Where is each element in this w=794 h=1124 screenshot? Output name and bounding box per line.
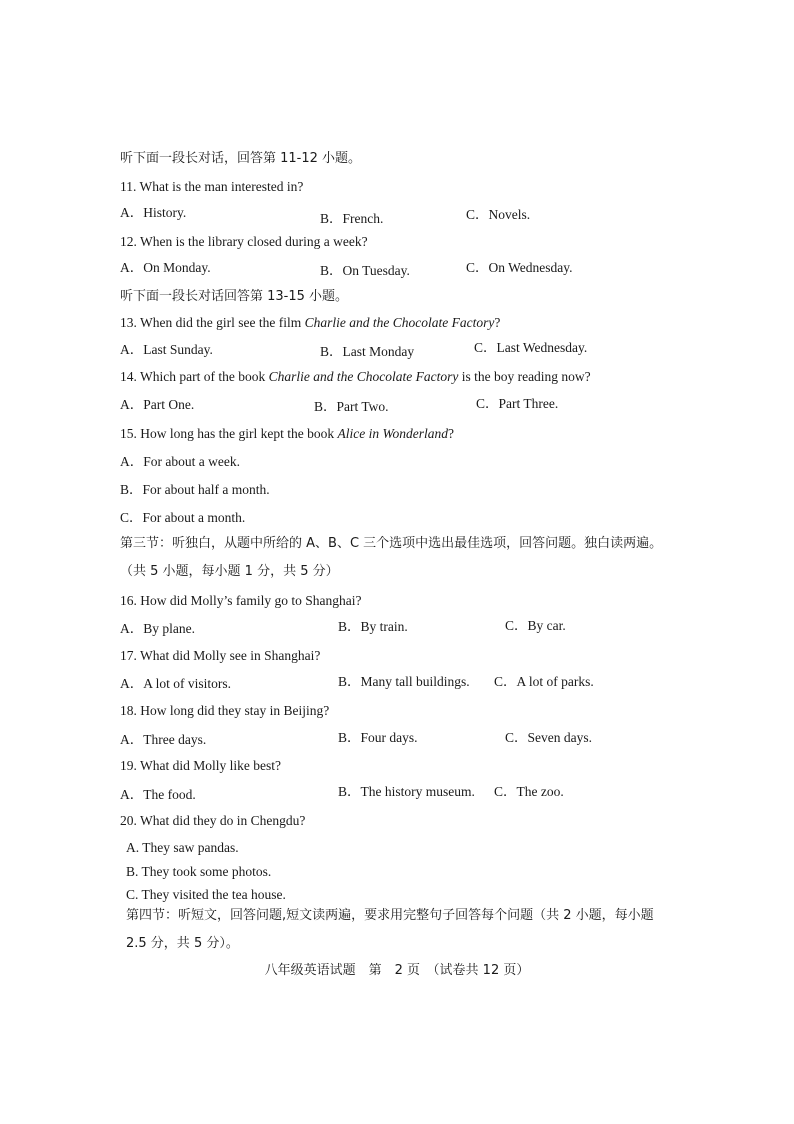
question-number: 20. [120, 813, 137, 828]
film-title: Charlie and the Chocolate Factory [304, 315, 495, 330]
question-20 [120, 812, 305, 830]
question-text-post: is the boy reading now? [458, 369, 591, 384]
book-title: Alice in Wonderland [337, 426, 448, 441]
question-number: 18. [120, 703, 137, 718]
question-number: 17. [120, 648, 137, 663]
question-text: What is the man interested in? [139, 179, 304, 194]
question-14 [120, 368, 591, 386]
question-text: How did Molly’s family go to Shanghai? [140, 593, 362, 608]
q16-option-b: B．By train. [338, 619, 408, 634]
q14-option-b: B．Part Two. [314, 399, 389, 414]
q13-option-c: C．Last Wednesday. [474, 340, 588, 355]
question-16 [120, 592, 361, 610]
q18-option-c: C．Seven days. [505, 730, 592, 745]
question-11 [120, 178, 303, 196]
q13-option-a: A．Last Sunday. [120, 342, 213, 357]
q11-option-c: C．Novels. [466, 207, 531, 222]
question-text-pre: How long has the girl kept the book [140, 426, 338, 441]
q20-option-b: B. They took some photos. [126, 864, 272, 879]
question-number: 11. [120, 179, 137, 194]
question-number: 12. [120, 234, 137, 249]
question-text: What did they do in Chengdu? [140, 813, 306, 828]
question-19 [120, 757, 281, 775]
q11-option-a: A．History. [120, 205, 187, 220]
question-text-pre: When did the girl see the film [140, 315, 305, 330]
question-number: 14. [120, 369, 137, 384]
q19-option-c: C．The zoo. [494, 784, 564, 799]
page-footer: 八年级英语试题 第 2 页 （试卷共 12 页） [264, 963, 530, 978]
q17-option-b: B．Many tall buildings. [338, 674, 470, 689]
question-text: How long did they stay in Beijing? [140, 703, 330, 718]
q20-option-c: C. They visited the tea house. [126, 887, 286, 902]
question-text-post: ? [494, 315, 501, 330]
question-13 [120, 314, 500, 332]
q18-option-b: B．Four days. [338, 730, 418, 745]
question-18 [120, 702, 329, 720]
question-text: What did Molly like best? [140, 758, 281, 773]
q13-option-b: B．Last Monday [320, 344, 415, 359]
q14-option-c: C．Part Three. [476, 396, 559, 411]
q18-option-a: A．Three days. [120, 732, 207, 747]
question-12 [120, 233, 368, 251]
question-number: 19. [120, 758, 137, 773]
q15-option-b: B．For about half a month. [120, 482, 270, 497]
section-intro-4: 第四节：听短文，回答问题,短文读两遍，要求用完整句子回答每个问题（共 2 小题，每小题 2.5 分，共 5 分）。 [126, 908, 654, 951]
q20-option-a: A. They saw pandas. [126, 840, 239, 855]
section-intro-11-12: 听下面一段长对话，回答第 11-12 小题。 [120, 151, 362, 166]
question-15 [120, 425, 454, 443]
question-text-post: ? [447, 426, 454, 441]
q19-option-b: B．The history museum. [338, 784, 475, 799]
question-text: When is the library closed during a week? [140, 234, 368, 249]
question-number: 13. [120, 315, 137, 330]
q17-option-a: A．A lot of visitors. [120, 676, 232, 691]
question-number: 15. [120, 426, 137, 441]
book-title: Charlie and the Chocolate Factory [268, 369, 459, 384]
question-text-pre: Which part of the book [140, 369, 269, 384]
q17-option-c: C．A lot of parks. [494, 674, 594, 689]
q14-option-a: A．Part One. [120, 397, 195, 412]
section-intro-3: 第三节：听独白，从题中所给的 A、B、C 三个选项中选出最佳选项，回答问题。独白读两遍。（共 5 小题，每小题 1 分，共 5 分） [120, 536, 663, 579]
q11-option-b: B．French. [320, 211, 384, 226]
section-intro-13-15: 听下面一段长对话回答第 13-15 小题。 [120, 289, 349, 304]
q12-option-b: B．On Tuesday. [320, 263, 410, 278]
question-text: What did Molly see in Shanghai? [140, 648, 321, 663]
question-17 [120, 647, 320, 665]
q12-option-c: C．On Wednesday. [466, 260, 573, 275]
q15-option-c: C．For about a month. [120, 510, 246, 525]
q16-option-c: C．By car. [505, 618, 566, 633]
q15-option-a: A．For about a week. [120, 454, 240, 469]
question-number: 16. [120, 593, 137, 608]
q19-option-a: A．The food. [120, 787, 196, 802]
q12-option-a: A．On Monday. [120, 260, 211, 275]
q16-option-a: A．By plane. [120, 621, 195, 636]
